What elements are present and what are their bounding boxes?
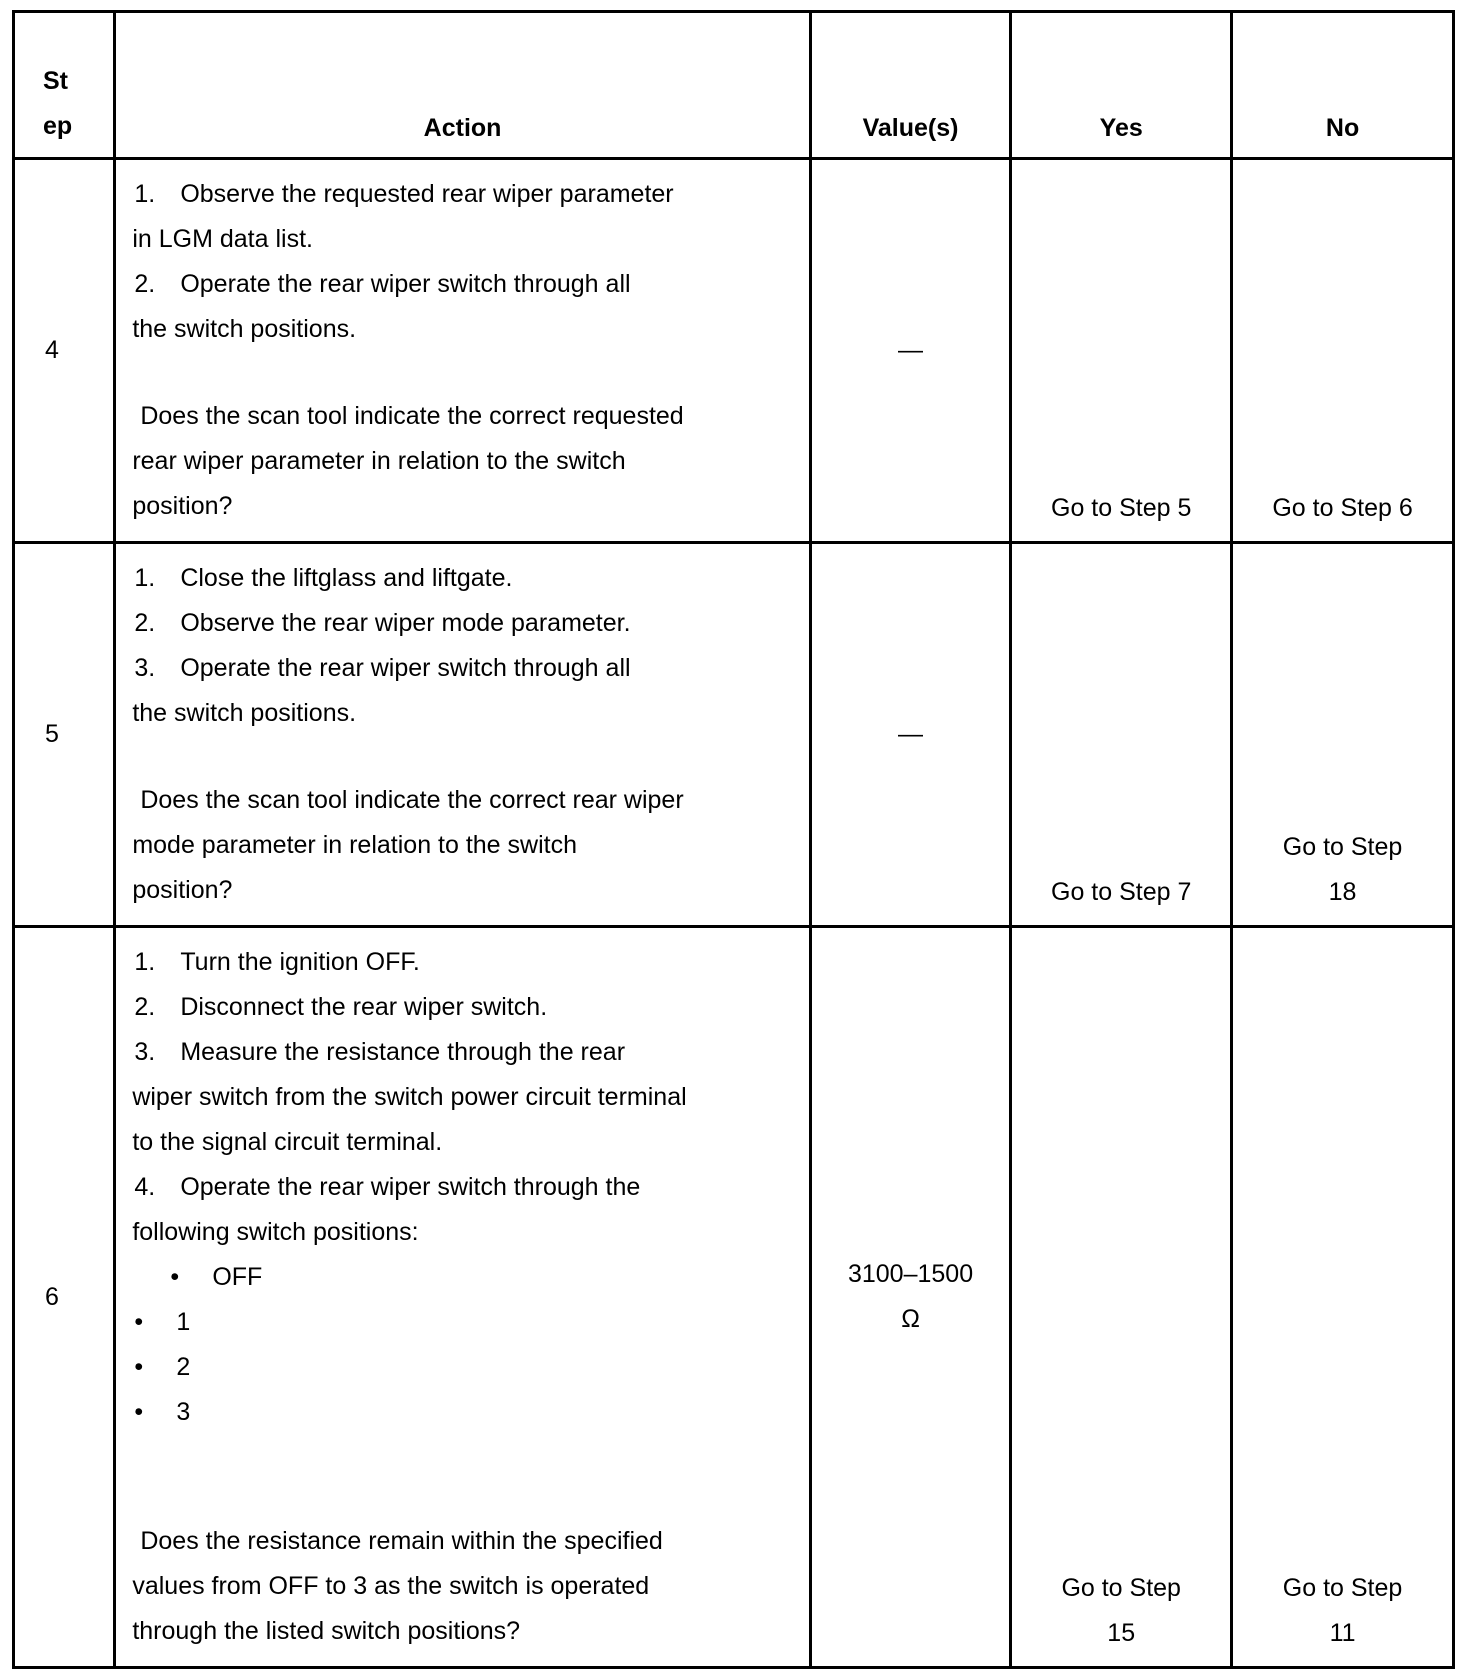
- action-line: the switch positions.: [132, 699, 357, 727]
- value-cell: 3100–1500 Ω: [810, 927, 1011, 1668]
- action-line: 4. Operate the rear wiper switch through the: [134, 1173, 641, 1201]
- question-line: Does the scan tool indicate the correct requested: [140, 402, 684, 430]
- step-number: 6: [14, 927, 115, 1668]
- bullet-item: • 2: [134, 1353, 191, 1381]
- question-line: mode parameter in relation to the switch: [132, 831, 577, 859]
- diagnostic-table: [12, 10, 1455, 1669]
- action-line: 2. Observe the rear wiper mode parameter.: [134, 609, 631, 637]
- header-yes: Yes: [1011, 12, 1232, 159]
- table-row-step-4: [14, 159, 1454, 543]
- bullet-item: • OFF: [170, 1263, 263, 1291]
- no-cell: Go to Step 18: [1232, 543, 1454, 927]
- value-cell: —: [810, 543, 1011, 927]
- action-line: in LGM data list.: [132, 225, 313, 253]
- question-line: rear wiper parameter in relation to the switch: [132, 447, 626, 475]
- bullet-item: • 1: [134, 1308, 191, 1336]
- action-line: 3. Operate the rear wiper switch through all: [134, 654, 631, 682]
- question-line: position?: [132, 876, 233, 904]
- question-line: Does the resistance remain within the specified: [140, 1527, 663, 1555]
- question-line: position?: [132, 492, 233, 520]
- question-line: values from OFF to 3 as the switch is operated: [132, 1572, 650, 1600]
- action-cell: [115, 927, 810, 1668]
- question-line: through the listed switch positions?: [132, 1617, 521, 1645]
- step-number: 5: [14, 543, 115, 927]
- action-line: 1. Turn the ignition OFF.: [134, 948, 420, 976]
- value-cell: —: [810, 159, 1011, 543]
- action-line: the switch positions.: [132, 315, 357, 343]
- yes-cell: Go to Step 7: [1011, 543, 1232, 927]
- action-line: 2. Disconnect the rear wiper switch.: [134, 993, 548, 1021]
- no-cell: Go to Step 11: [1232, 927, 1454, 1668]
- action-cell: [115, 159, 810, 543]
- bullet-item: • 3: [134, 1398, 191, 1426]
- header-row: [14, 12, 1454, 159]
- header-action: Action: [115, 12, 810, 159]
- header-step: St ep: [14, 12, 115, 159]
- action-line: following switch positions:: [132, 1218, 419, 1246]
- header-values: Value(s): [810, 12, 1011, 159]
- question-line: Does the scan tool indicate the correct rear wiper: [140, 786, 684, 814]
- action-line: 2. Operate the rear wiper switch through all: [134, 270, 631, 298]
- no-cell: Go to Step 6: [1232, 159, 1454, 543]
- yes-cell: Go to Step 5: [1011, 159, 1232, 543]
- action-line: wiper switch from the switch power circuit terminal: [132, 1083, 687, 1111]
- header-no: No: [1232, 12, 1454, 159]
- action-cell: [115, 543, 810, 927]
- table-row-step-6: [14, 927, 1454, 1668]
- table-row-step-5: [14, 543, 1454, 927]
- action-line: 1. Observe the requested rear wiper parameter: [134, 180, 674, 208]
- step-number: 4: [14, 159, 115, 543]
- action-line: 3. Measure the resistance through the rear: [134, 1038, 626, 1066]
- action-line: 1. Close the liftglass and liftgate.: [134, 564, 513, 592]
- yes-cell: Go to Step 15: [1011, 927, 1232, 1668]
- action-line: to the signal circuit terminal.: [132, 1128, 443, 1156]
